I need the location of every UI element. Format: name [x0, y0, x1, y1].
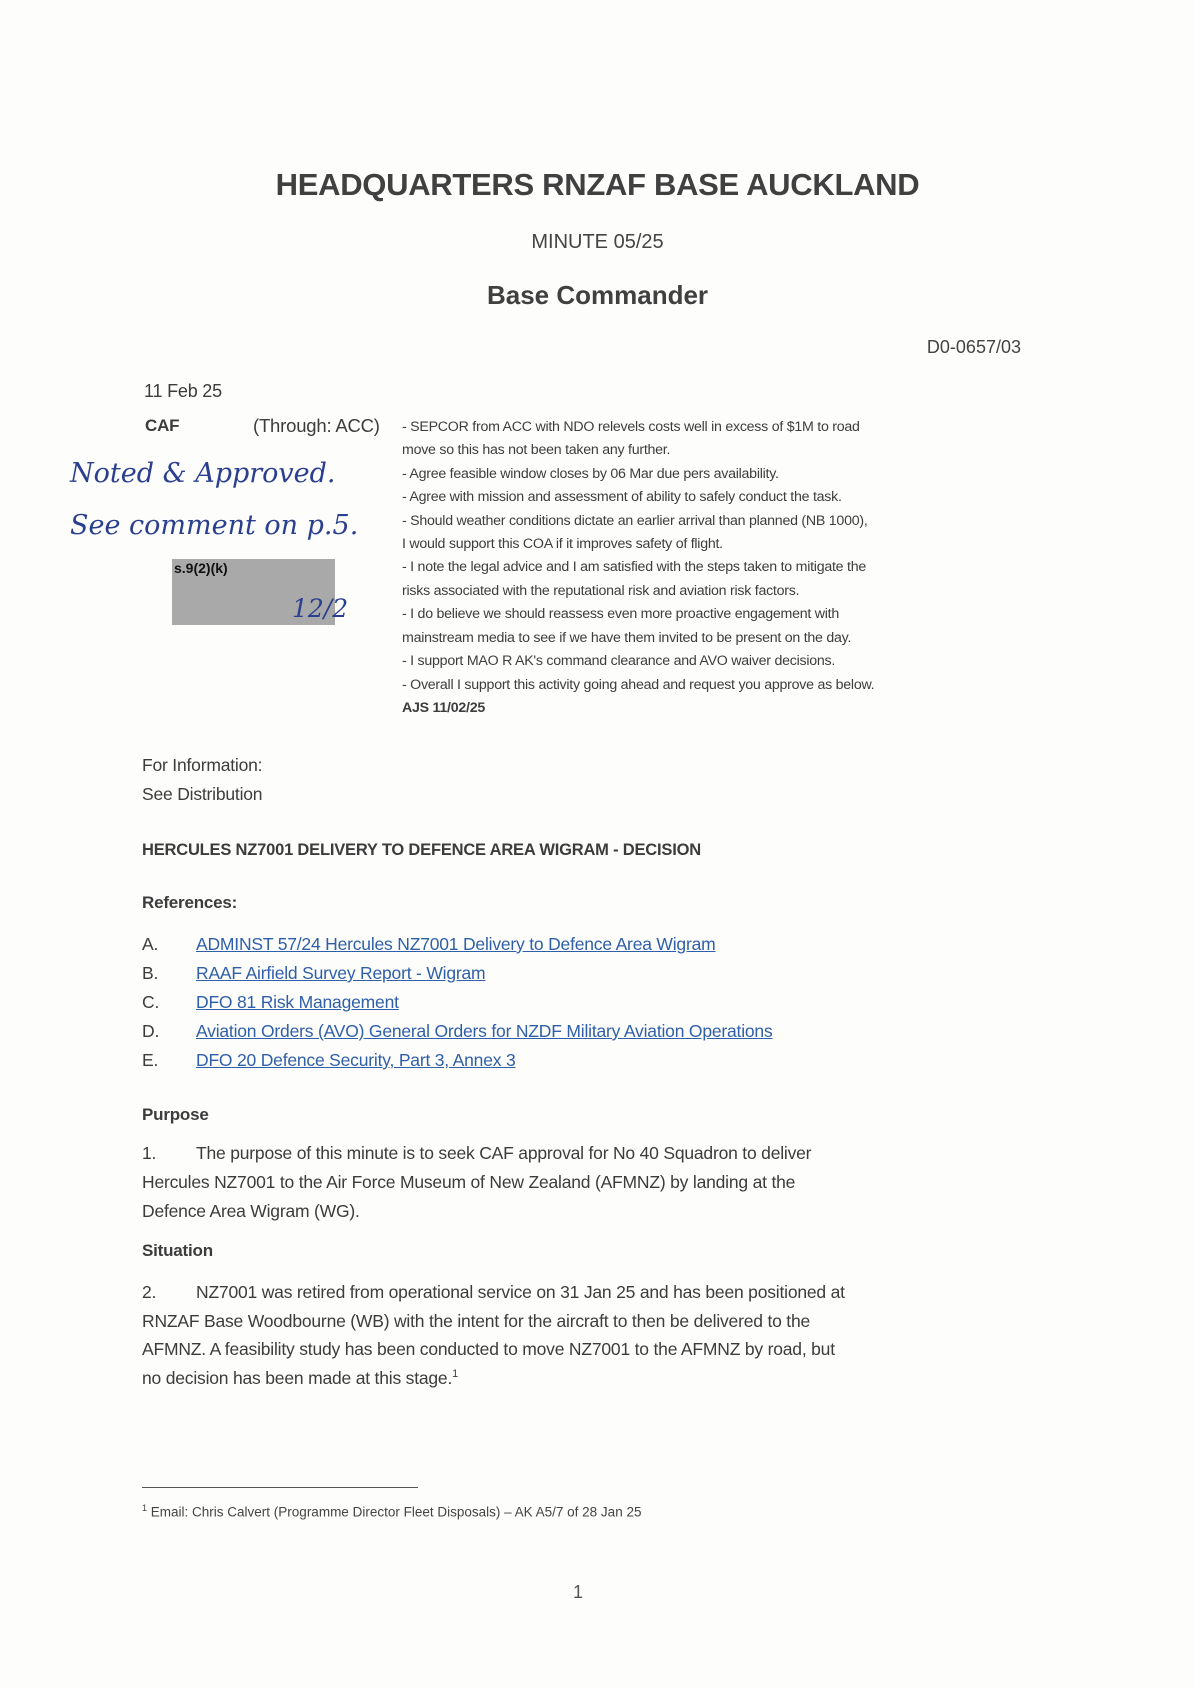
minute-number: MINUTE 05/25 [531, 231, 664, 253]
comment-line: risks associated with the reputational risk and aviation risk factors. [402, 583, 800, 599]
reference-letter: C. [142, 992, 160, 1012]
reference-link[interactable]: Aviation Orders (AVO) General Orders for NZDF Military Aviation Operations [196, 1021, 773, 1041]
addressee: Base Commander [486, 280, 709, 310]
redaction-label: s.9(2)(k) [174, 560, 228, 576]
footnote-reference[interactable]: 1 [452, 1368, 459, 1381]
paragraph-line: The purpose of this minute is to seek CAF approval for No 40 Squadron to deliver [196, 1143, 812, 1163]
reference-link[interactable]: ADMINST 57/24 Hercules NZ7001 Delivery to Defence Area Wigram [196, 934, 716, 954]
purpose-heading: Purpose [142, 1105, 209, 1124]
reference-letter: E. [142, 1050, 159, 1070]
comment-line: - Agree with mission and assessment of ability to safely conduct the task. [402, 489, 842, 505]
paragraph-line: RNZAF Base Woodbourne (WB) with the intent for the aircraft to then be delivered to the [142, 1311, 811, 1331]
paragraph-line: Defence Area Wigram (WG). [142, 1201, 360, 1221]
through-line: (Through: ACC) [253, 415, 380, 436]
footnote [142, 1503, 641, 1520]
comment-line: - Should weather conditions dictate an earlier arrival than planned (NB 1000), [402, 513, 868, 529]
page-number: 1 [573, 1582, 584, 1602]
handwritten-date: 12/2 [292, 594, 349, 623]
references-heading: References: [142, 893, 238, 912]
distribution-label: See Distribution [142, 784, 263, 804]
paragraph-number: 1. [142, 1143, 157, 1163]
file-reference: D0-0657/03 [926, 337, 1021, 357]
paragraph-line: NZ7001 was retired from operational service on 31 Jan 25 and has been positioned at [196, 1282, 845, 1302]
info-label: For Information: [142, 755, 263, 775]
handwritten-comment: See comment on p.5. [70, 510, 359, 541]
reference-link[interactable]: DFO 81 Risk Management [196, 992, 399, 1012]
handwritten-approval: Noted & Approved. [70, 458, 336, 489]
footnote-divider [142, 1487, 418, 1488]
comment-line: - Overall I support this activity going ahead and request you approve as below. [402, 677, 875, 693]
paragraph-line: AFMNZ. A feasibility study has been conducted to move NZ7001 to the AFMNZ by road, but [142, 1339, 835, 1359]
reference-link[interactable]: DFO 20 Defence Security, Part 3, Annex 3 [196, 1050, 516, 1070]
paragraph-line [142, 1368, 458, 1389]
comment-line: move so this has not been taken any further. [402, 442, 671, 458]
paragraph-text: no decision has been made at this stage. [142, 1368, 453, 1388]
comment-line: - Agree feasible window closes by 06 Mar due pers availability. [402, 466, 779, 482]
reference-letter: D. [142, 1021, 160, 1041]
document-title: HEADQUARTERS RNZAF BASE AUCKLAND [275, 167, 920, 202]
subject-heading: HERCULES NZ7001 DELIVERY TO DEFENCE AREA WIGRAM - DECISION [142, 841, 701, 859]
comment-signature: AJS 11/02/25 [402, 700, 485, 716]
comment-line: - I do believe we should reassess even more proactive engagement with [402, 606, 839, 622]
comment-line: - I support MAO R AK's command clearance and AVO waiver decisions. [402, 653, 836, 669]
comment-line: - SEPCOR from ACC with NDO relevels costs well in excess of $1M to road [402, 419, 860, 435]
comment-line: mainstream media to see if we have them invited to be present on the day. [402, 630, 852, 646]
reference-letter: A. [142, 934, 159, 954]
minute-date: 11 Feb 25 [144, 381, 222, 401]
comment-line: - I note the legal advice and I am satisfied with the steps taken to mitigate the [402, 559, 866, 575]
paragraph-line: Hercules NZ7001 to the Air Force Museum of New Zealand (AFMNZ) by landing at the [142, 1172, 796, 1192]
situation-heading: Situation [142, 1241, 213, 1260]
reference-letter: B. [142, 963, 159, 983]
paragraph-number: 2. [142, 1282, 157, 1302]
footnote-mark: 1 [142, 1503, 148, 1513]
recipient: CAF [145, 416, 180, 435]
comment-line: I would support this COA if it improves safety of flight. [402, 536, 723, 552]
footnote-text: Email: Chris Calvert (Programme Director Fleet Disposals) – AK A5/7 of 28 Jan 25 [150, 1504, 642, 1520]
reference-link[interactable]: RAAF Airfield Survey Report - Wigram [196, 963, 486, 983]
